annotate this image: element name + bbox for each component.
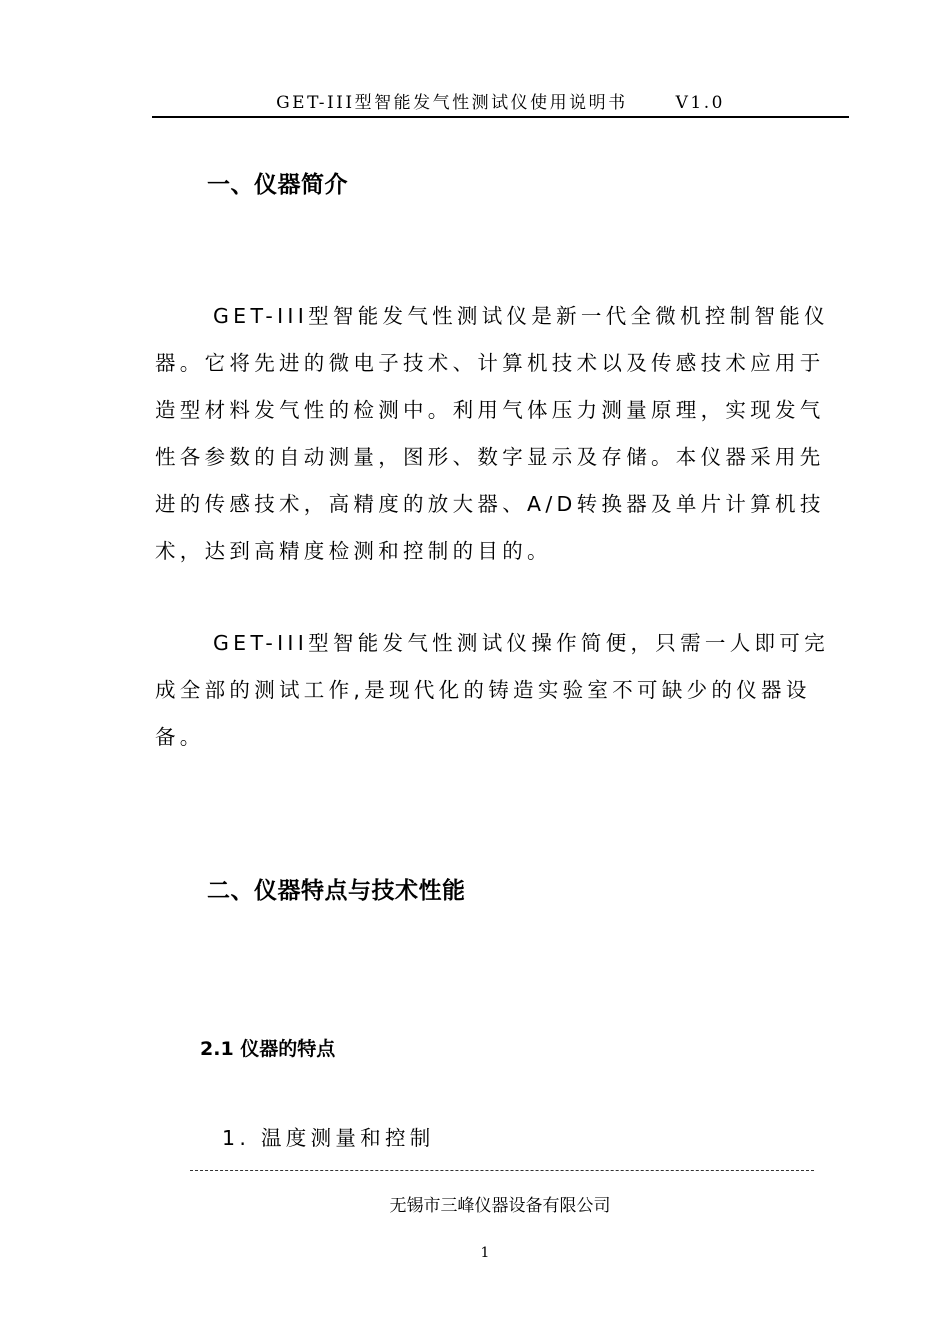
subsection-heading-features: 2.1 仪器的特点 (200, 1038, 336, 1060)
intro-paragraph-2: GET-III型智能发气性测试仪操作简便，只需一人即可完成全部的测试工作,是现代化的铸造实验室不可缺少的仪器设备。 (155, 631, 829, 749)
intro-paragraph-1: GET-III型智能发气性测试仪是新一代全微机控制智能仪器。它将先进的微电子技术、计算机技术以及传感技术应用于造型材料发气性的检测中。利用气体压力测量原理，实现发气性各参数的自动测量，图形、数字显示及存储。本仪器采用先进的传感技术，高精度的放大器、A/D转换器及单片计算机技术，达到高精度检测和控制的目的。 (155, 304, 829, 563)
page-header (152, 88, 849, 113)
list-item: 1. 温度测量和控制 (222, 1126, 435, 1150)
footer-company-name: 无锡市三峰仪器设备有限公司 (389, 1196, 611, 1216)
header-divider (152, 116, 849, 118)
document-version: V1.0 (675, 93, 725, 113)
footer-divider (190, 1170, 814, 1171)
section-heading-features: 二、仪器特点与技术性能 (207, 878, 466, 904)
document-title: GET-III型智能发气性测试仪使用说明书 (276, 93, 628, 113)
section-heading-introduction: 一、仪器简介 (207, 172, 348, 198)
page-number: 1 (480, 1245, 490, 1261)
